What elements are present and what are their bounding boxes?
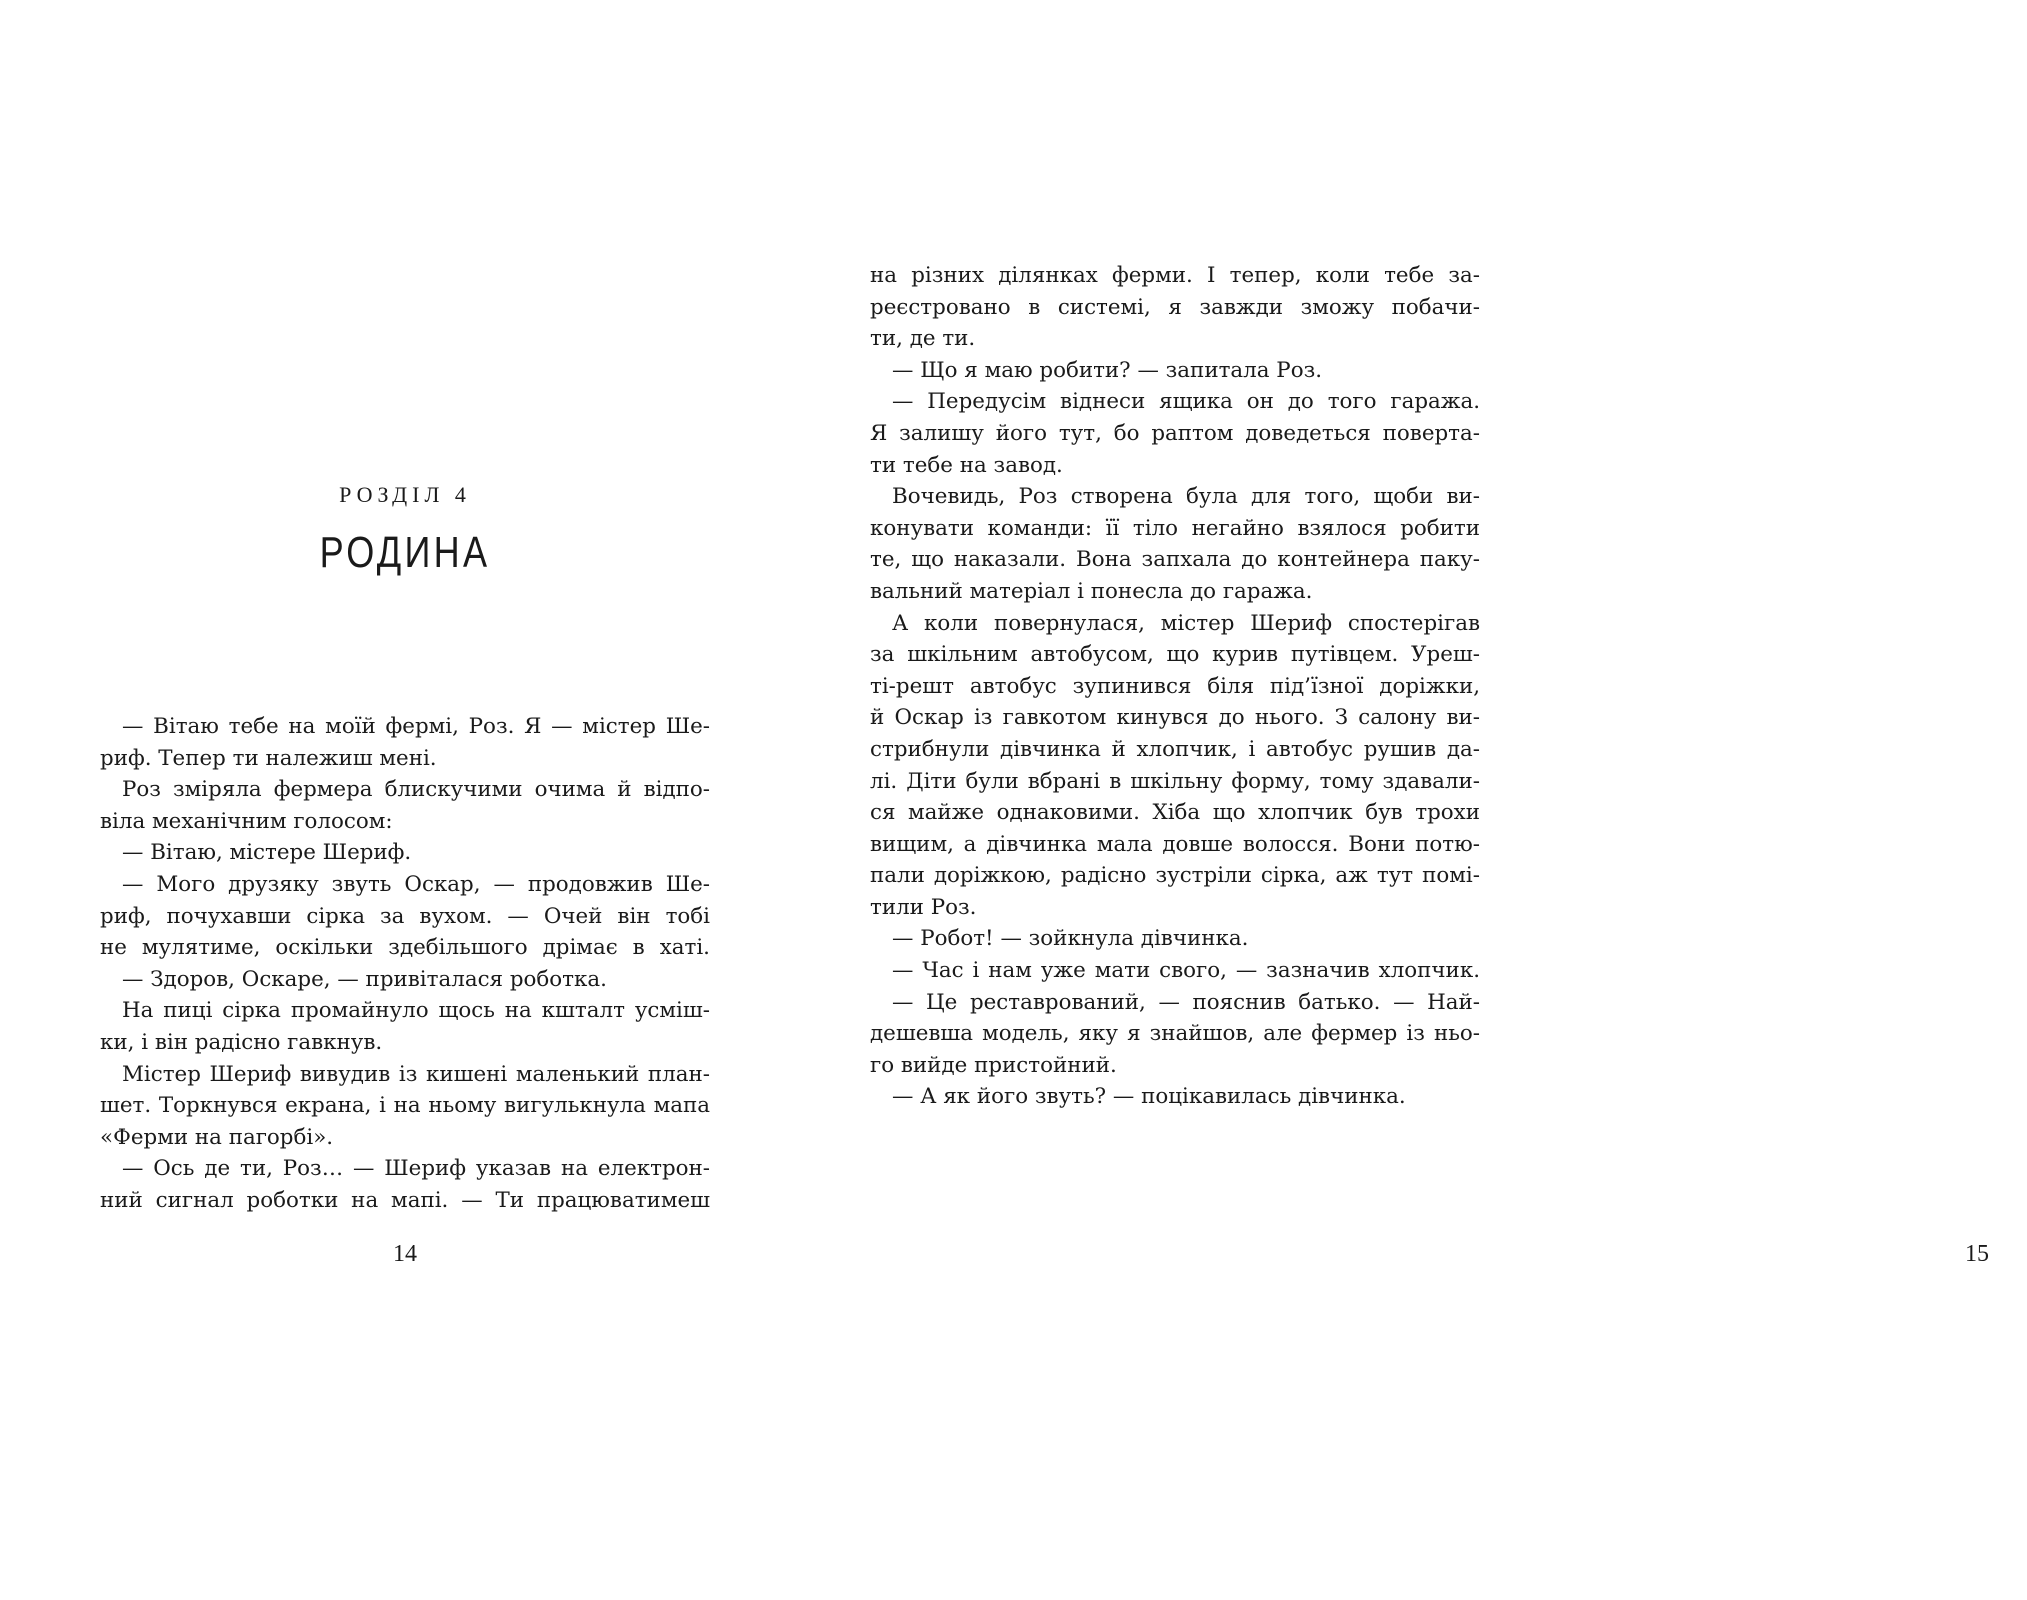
text-line: — Що я маю робити? — запитала Роз. bbox=[892, 357, 1323, 383]
text-line: й Оскар із гавкотом кинувся до нього. З салону ви- bbox=[870, 705, 1480, 731]
text-line: На пиці сірка промайнуло щось на кшталт усміш- bbox=[122, 998, 710, 1024]
text-line: вальний матеріал і понесла до гаража. bbox=[870, 578, 1313, 604]
text-line: вищим, а дівчинка мала довше волосся. Вони потю- bbox=[870, 831, 1480, 857]
text-line: не мулятиме, оскільки здебільшого дрімає в хаті. bbox=[100, 935, 710, 961]
chapter-label: РОЗДІЛ 4 bbox=[339, 482, 471, 507]
text-line: — Передусім віднеси ящика он до того гаража. bbox=[892, 389, 1480, 415]
text-line: дешевша модель, яку я знайшов, але фермер із ньо- bbox=[870, 1021, 1480, 1047]
page-number-left: 14 bbox=[393, 1241, 417, 1267]
text-line: реєстровано в системі, я завжди зможу побачи- bbox=[870, 294, 1480, 320]
chapter-title: РОДИНА bbox=[319, 528, 491, 577]
text-line: А коли повернулася, містер Шериф спостерігав bbox=[892, 610, 1480, 636]
text-line: ний сигнал роботки на мапі. — Ти працюватимеш bbox=[100, 1187, 710, 1213]
text-line: — Здоров, Оскаре, — привіталася роботка. bbox=[122, 966, 607, 992]
text-line: Роз зміряла фермера блискучими очима й відпо- bbox=[122, 777, 710, 803]
text-line: — Робот! — зойкнула дівчинка. bbox=[892, 926, 1249, 952]
text-line: на різних ділянках ферми. І тепер, коли тебе за- bbox=[870, 263, 1480, 288]
text-line: — Ось де ти, Роз… — Шериф указав на електрон- bbox=[122, 1156, 710, 1182]
right-page bbox=[800, 0, 1989, 1600]
text-line: — А як його звуть? — поцікавилась дівчинка. bbox=[892, 1084, 1406, 1110]
left-page-text bbox=[100, 711, 710, 1217]
text-line: риф. Тепер ти належиш мені. bbox=[100, 745, 437, 771]
text-line: віла механічним голосом: bbox=[100, 808, 393, 834]
text-line: ті-решт автобус зупинився біля під’їзної доріжки, bbox=[870, 673, 1480, 699]
text-line: шет. Торкнувся екрана, і на ньому вигулькнула мапа bbox=[100, 1093, 710, 1119]
page-number-right: 15 bbox=[1965, 1241, 1989, 1267]
text-line: го вийде пристойний. bbox=[870, 1052, 1117, 1078]
text-line: стрибнули дівчинка й хлопчик, і автобус рушив да- bbox=[870, 736, 1480, 762]
text-line: ся майже однаковими. Хіба що хлопчик був трохи bbox=[870, 800, 1480, 826]
text-line: конувати команди: її тіло негайно взялося робити bbox=[870, 515, 1480, 541]
text-line: ти, де ти. bbox=[870, 326, 976, 352]
text-line: — Це реставрований, — пояснив батько. — Най- bbox=[892, 989, 1480, 1015]
text-line: те, що наказали. Вона запхала до контейнера паку- bbox=[870, 547, 1480, 573]
text-line: ки, і він радісно гавкнув. bbox=[100, 1029, 383, 1055]
text-line: лі. Діти були вбрані в шкільну форму, тому здавали- bbox=[870, 768, 1480, 794]
text-line: «Ферми на пагорбі». bbox=[100, 1124, 334, 1150]
left-page bbox=[0, 0, 800, 1600]
text-line: риф, почухавши сірка за вухом. — Очей він тобі bbox=[100, 903, 710, 929]
text-line: Вочевидь, Роз створена була для того, щоби ви- bbox=[892, 484, 1480, 510]
text-line: Я залишу його тут, бо раптом доведеться поверта- bbox=[870, 420, 1480, 446]
text-line: за шкільним автобусом, що курив путівцем. Уреш- bbox=[870, 642, 1480, 668]
text-line: ти тебе на завод. bbox=[870, 452, 1063, 478]
text-line: — Вітаю тебе на моїй фермі, Роз. Я — містер Ше- bbox=[122, 714, 710, 739]
text-line: тили Роз. bbox=[870, 894, 977, 920]
text-line: — Мого друзяку звуть Оскар, — продовжив Ше- bbox=[122, 871, 710, 897]
text-line: пали доріжкою, радісно зустріли сірка, аж тут помі- bbox=[870, 863, 1480, 889]
text-line: — Час і нам уже мати свого, — зазначив хлопчик. bbox=[892, 958, 1480, 984]
right-page-text bbox=[870, 260, 1480, 1113]
text-line: Містер Шериф вивудив із кишені маленький план- bbox=[122, 1061, 710, 1087]
text-line: — Вітаю, містере Шериф. bbox=[122, 840, 412, 866]
